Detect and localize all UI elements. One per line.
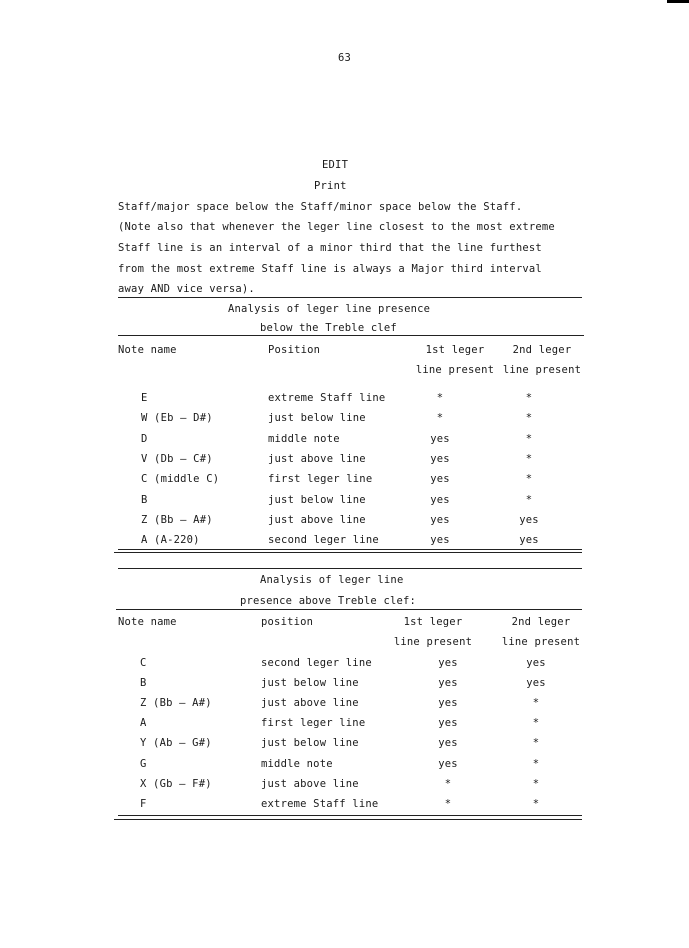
row-second: yes	[526, 677, 546, 689]
table-title: Analysis of leger line	[260, 574, 404, 586]
row-note: Z (Bb – A#)	[140, 697, 212, 709]
row-note: F	[140, 798, 147, 810]
table-bottom-rule	[118, 815, 582, 816]
row-second: *	[532, 778, 540, 790]
row-second: *	[525, 473, 533, 485]
header-second-leger: 2nd leger	[512, 344, 572, 356]
row-position: extreme Staff line	[261, 798, 379, 810]
header-first-leger-sub: line present	[415, 364, 495, 376]
table-subtitle: below the Treble clef	[260, 322, 397, 334]
row-first: yes	[430, 514, 450, 526]
intro-line: Staff line is an interval of a minor third that the line furthest	[118, 242, 542, 254]
row-note: B	[140, 677, 147, 689]
row-first: yes	[438, 758, 458, 770]
heading-print: Print	[314, 180, 347, 192]
row-first: *	[436, 412, 444, 424]
row-first: yes	[438, 717, 458, 729]
row-note: A (A-220)	[141, 534, 200, 546]
row-note: E	[141, 392, 148, 404]
row-second: *	[525, 392, 533, 404]
header-second-leger: 2nd leger	[511, 616, 571, 628]
row-second: yes	[519, 514, 539, 526]
row-second: *	[525, 453, 533, 465]
row-note: Z (Bb – A#)	[141, 514, 213, 526]
row-second: *	[525, 494, 533, 506]
row-first: yes	[438, 697, 458, 709]
header-second-leger-sub: line present	[502, 364, 582, 376]
row-position: just above line	[268, 514, 366, 526]
row-first: yes	[430, 453, 450, 465]
heading-edit: EDIT	[322, 159, 349, 171]
row-position: just above line	[261, 778, 359, 790]
row-note: G	[140, 758, 147, 770]
table-bottom-rule-double	[114, 819, 582, 820]
row-first: yes	[430, 433, 450, 445]
intro-line: away AND vice versa).	[118, 283, 255, 295]
row-position: middle note	[268, 433, 340, 445]
row-position: just below line	[268, 494, 366, 506]
scan-edge-mark	[667, 0, 689, 3]
page-number: 63	[337, 52, 352, 64]
header-note-name: Note name	[118, 616, 177, 628]
header-position: Position	[268, 344, 321, 356]
row-second: *	[532, 758, 540, 770]
row-second: *	[532, 697, 540, 709]
row-first: yes	[430, 473, 450, 485]
row-note: W (Eb – D#)	[141, 412, 213, 424]
row-position: just below line	[261, 677, 359, 689]
header-rule	[118, 335, 584, 336]
row-note: V (Db – C#)	[141, 453, 213, 465]
row-first: yes	[438, 677, 458, 689]
row-note: X (Gb – F#)	[140, 778, 212, 790]
row-first: *	[444, 778, 452, 790]
row-second: *	[525, 433, 533, 445]
header-first-leger: 1st leger	[425, 344, 485, 356]
row-position: middle note	[261, 758, 333, 770]
header-second-leger-sub: line present	[501, 636, 581, 648]
row-second: *	[532, 717, 540, 729]
table-bottom-rule-double	[114, 552, 582, 553]
row-position: just above line	[261, 697, 359, 709]
row-position: first leger line	[261, 717, 366, 729]
row-position: just below line	[261, 737, 359, 749]
row-first: *	[444, 798, 452, 810]
row-position: extreme Staff line	[268, 392, 386, 404]
row-position: second leger line	[261, 657, 372, 669]
header-first-leger: 1st leger	[403, 616, 463, 628]
row-first: *	[436, 392, 444, 404]
row-position: second leger line	[268, 534, 379, 546]
row-note: C	[140, 657, 147, 669]
header-note-name: Note name	[118, 344, 177, 356]
header-position: position	[261, 616, 314, 628]
row-position: first leger line	[268, 473, 373, 485]
row-first: yes	[430, 494, 450, 506]
row-position: just above line	[268, 453, 366, 465]
row-first: yes	[438, 737, 458, 749]
header-first-leger-sub: line present	[393, 636, 473, 648]
table-title: Analysis of leger line presence	[228, 303, 431, 315]
row-note: D	[141, 433, 148, 445]
row-second: *	[532, 737, 540, 749]
row-second: *	[525, 412, 533, 424]
row-note: Y (Ab – G#)	[140, 737, 212, 749]
row-note: A	[140, 717, 147, 729]
intro-line: (Note also that whenever the leger line closest to the most extreme	[118, 221, 555, 233]
intro-line: Staff/major space below the Staff/minor space below the Staff.	[118, 201, 523, 213]
row-first: yes	[438, 657, 458, 669]
row-second: yes	[519, 534, 539, 546]
table-subtitle: presence above Treble clef:	[240, 595, 417, 607]
row-note: B	[141, 494, 148, 506]
row-second: *	[532, 798, 540, 810]
row-position: just below line	[268, 412, 366, 424]
intro-line: from the most extreme Staff line is always a Major third interval	[118, 263, 542, 275]
row-first: yes	[430, 534, 450, 546]
row-second: yes	[526, 657, 546, 669]
header-rule	[116, 609, 582, 610]
row-note: C (middle C)	[141, 473, 220, 485]
table-top-rule	[118, 297, 582, 298]
table-top-rule	[118, 568, 582, 569]
table-bottom-rule	[118, 549, 582, 550]
